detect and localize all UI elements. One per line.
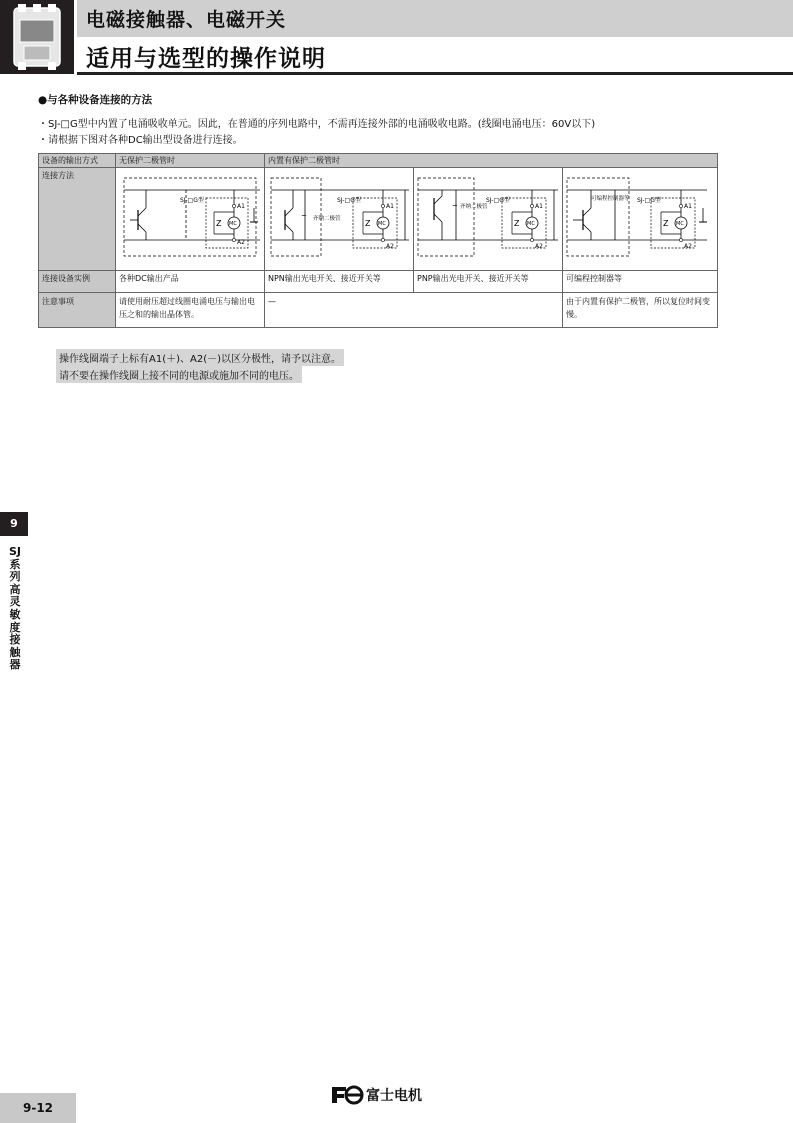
example-cell: PNP输出光电开关、接近开关等 bbox=[414, 271, 563, 293]
model-label: SJ-□G型 bbox=[180, 197, 204, 204]
page-number: 9-12 bbox=[0, 1093, 76, 1123]
model-label: SJ-□G型 bbox=[486, 197, 510, 204]
mc-label: MC bbox=[378, 221, 386, 227]
highlight-note-2: 请不要在操作线圈上接不同的电源或施加不同的电压。 bbox=[56, 366, 302, 383]
example-cell: NPN输出光电开关、接近开关等 bbox=[265, 271, 414, 293]
connection-table bbox=[38, 153, 718, 328]
mc-label: MC bbox=[527, 221, 535, 227]
diagram-npn bbox=[265, 168, 414, 271]
col-header-with-diode: 内置有保护二极管时 bbox=[265, 154, 718, 168]
row-label-examples: 连接设备实例 bbox=[39, 271, 116, 293]
zener-symbol: Z bbox=[663, 219, 669, 228]
a2-label: A2 bbox=[237, 239, 245, 246]
example-cell: 可编程控制器等 bbox=[563, 271, 718, 293]
diagram-plc bbox=[563, 168, 718, 271]
table-row-examples bbox=[39, 271, 718, 293]
fe-logo bbox=[330, 1085, 364, 1109]
plc-label: 可编程控制器等 bbox=[591, 196, 630, 202]
mc-label: MC bbox=[676, 221, 684, 227]
table-row-notes bbox=[39, 293, 718, 328]
a1-label: A1 bbox=[535, 203, 543, 210]
zener-symbol: Z bbox=[365, 219, 371, 228]
page-title: 适用与选型的操作说明 bbox=[86, 46, 326, 72]
chapter-number: 9 bbox=[0, 512, 28, 536]
a1-label: A1 bbox=[684, 203, 692, 210]
model-label: SJ-□G型 bbox=[637, 197, 661, 204]
chapter-title: SJ系列高灵敏度接触器 bbox=[8, 545, 21, 672]
zener-symbol: Z bbox=[216, 219, 222, 228]
example-cell: 各种DC输出产品 bbox=[116, 271, 265, 293]
mc-label: MC bbox=[229, 221, 237, 227]
contactor-icon bbox=[0, 0, 74, 74]
col-header-no-diode: 无保护二极管时 bbox=[116, 154, 265, 168]
note-cell: 由于内置有保护二极管，所以复位时间变慢。 bbox=[563, 293, 718, 328]
company-name: 富士电机 bbox=[366, 1088, 422, 1104]
model-label: SJ-□G型 bbox=[337, 197, 361, 204]
zener-diode-label: 齐纳二极管 bbox=[460, 204, 488, 210]
a1-label: A1 bbox=[237, 203, 245, 210]
row-label-notes: 注意事项 bbox=[39, 293, 116, 328]
diagram-no-diode bbox=[116, 168, 265, 271]
row-label-output: 设备的输出方式 bbox=[39, 154, 116, 168]
a2-label: A2 bbox=[535, 243, 543, 250]
header-rule bbox=[77, 72, 793, 75]
note-cell: 请使用耐压超过线圈电涌电压与输出电压之和的输出晶体管。 bbox=[116, 293, 265, 328]
a2-label: A2 bbox=[684, 243, 692, 250]
zener-diode-label: 齐纳二极管 bbox=[313, 216, 341, 222]
highlight-note-1: 操作线圈端子上标有A1(＋)、A2(－)以区分极性，请予以注意。 bbox=[56, 349, 344, 366]
row-label-method: 连接方法 bbox=[39, 168, 116, 271]
table-row-diagrams bbox=[39, 168, 718, 271]
page-category: 电磁接触器、电磁开关 bbox=[86, 9, 287, 31]
diagram-pnp bbox=[414, 168, 563, 271]
a2-label: A2 bbox=[386, 243, 394, 250]
svg-text:~: ~ bbox=[301, 212, 307, 220]
table-header-row bbox=[39, 154, 718, 168]
paragraph-2: ・请根据下图对各种DC输出型设备进行连接。 bbox=[38, 135, 243, 146]
zener-symbol: Z bbox=[514, 219, 520, 228]
paragraph-1: ・SJ-□G型中内置了电涌吸收单元。因此，在普通的序列电路中，不需再连接外部的电涌吸收电路。(线圈电涌电压：60V以下) bbox=[38, 119, 596, 130]
section-title: ●与各种设备连接的方法 bbox=[38, 94, 153, 106]
note-cell: — bbox=[265, 293, 563, 328]
a1-label: A1 bbox=[386, 203, 394, 210]
svg-text:~: ~ bbox=[452, 202, 458, 210]
